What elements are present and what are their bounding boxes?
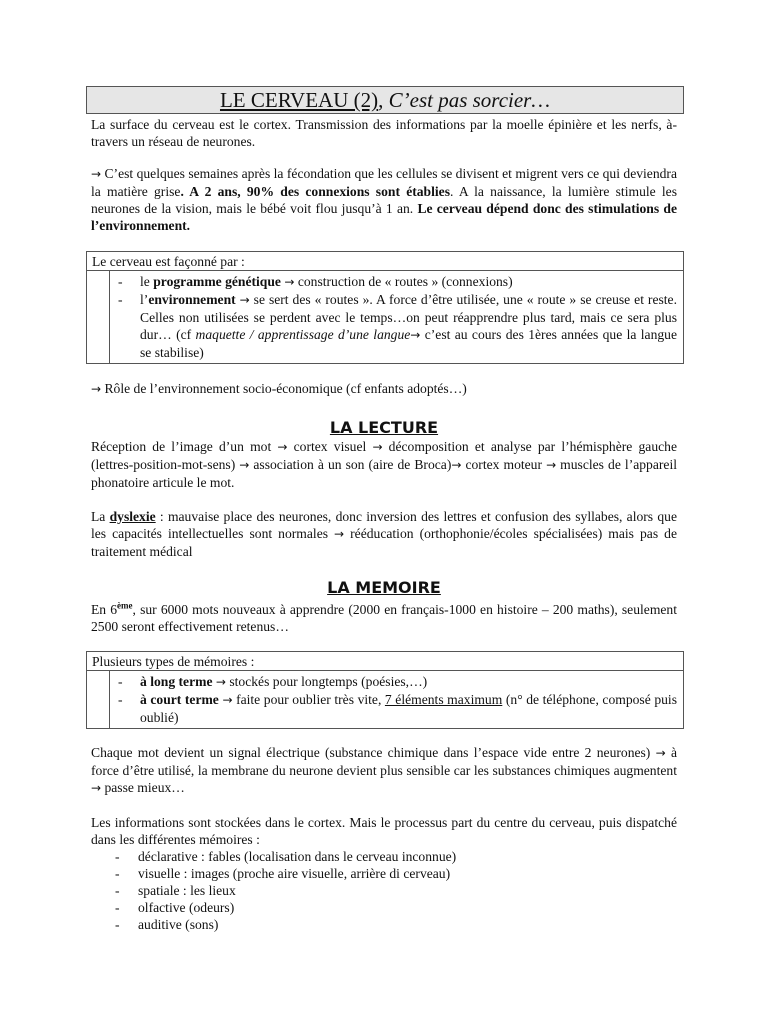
bullet-dash: -: [118, 692, 123, 707]
bullet-dash: -: [115, 900, 120, 915]
arrow-icon: →: [451, 458, 462, 472]
list-item: [91, 899, 677, 916]
arrow-icon: →: [239, 293, 250, 307]
dev-text-d: Le cerveau dépend donc des stimulations de l’environnement.: [91, 201, 677, 233]
title-main: LE CERVEAU (2): [219, 88, 379, 112]
list-item: [110, 673, 677, 691]
item-text: stockés pour longtemps (poésies,…): [225, 674, 428, 689]
storage-paragraph: [91, 814, 677, 848]
list-item: [110, 273, 677, 291]
section-heading-lecture: LA LECTURE: [329, 418, 439, 437]
item-text: (n° de téléphone, composé puis oublié): [140, 692, 677, 725]
arrow-icon: →: [410, 328, 421, 342]
dev-text-c: . A la naissance, la lumière stimule les neurones de la vision, mais le bébé voit flou jusqu’à 1 an.: [91, 184, 677, 216]
item-text: c’est au cours des 1ères années que la langue se stabilise): [140, 327, 677, 360]
item-text: construction de « routes » (connexions): [294, 274, 513, 289]
bullet-dash: -: [118, 274, 123, 289]
list-item-text: déclarative : fables (localisation dans le cerveau inconnue): [138, 849, 457, 864]
role-line: [91, 380, 677, 398]
item-term: à court terme: [140, 692, 219, 707]
list-item-text: spatiale : les lieux: [138, 883, 236, 898]
lecture-text: cortex moteur: [461, 457, 547, 472]
lecture-text: association à un son (aire de Broca): [249, 457, 452, 472]
arrow-icon: →: [222, 693, 233, 707]
item-text: le: [140, 274, 154, 289]
item-term: à long terme: [140, 674, 213, 689]
list-item: [110, 691, 677, 726]
memory-types-box: [86, 651, 684, 729]
signal-text: Chaque mot devient un signal électrique (substance chimique dans l’espace vide entre 2 neurones): [91, 745, 656, 760]
bullet-dash: -: [118, 674, 123, 689]
signal-text: à force d’être utilisé, la membrane du neurone devient plus sensible car les substances chimiques augmentent: [91, 745, 678, 778]
dyslexia-text: La: [91, 509, 110, 524]
bullet-dash: -: [115, 849, 120, 864]
lecture-paragraph: [91, 438, 677, 491]
arrow-icon: →: [277, 440, 288, 454]
signal-paragraph: [91, 744, 677, 797]
signal-text: passe mieux…: [101, 780, 185, 795]
memoire-text: , sur 6000 mots nouveaux à apprendre (2000 en français-1000 en histoire – 200 maths), seulement 2500 seront effectivement retenus…: [91, 602, 678, 634]
item-italic: maquette / apprentissage d’une langue: [195, 327, 411, 342]
superscript: ème: [117, 600, 133, 611]
arrow-icon: →: [215, 675, 226, 689]
shaping-box: [86, 251, 684, 364]
bullet-dash: -: [115, 883, 120, 898]
bullet-dash: -: [115, 866, 120, 881]
bullet-dash: -: [118, 292, 123, 307]
arrow-icon: →: [239, 458, 250, 472]
development-paragraph: [91, 165, 677, 234]
list-item-text: olfactive (odeurs): [138, 900, 235, 915]
dev-text-a: C’est quelques semaines après la fécondation que les cellules se divisent et migrent vers ce qui deviendra la matière grise: [91, 166, 677, 199]
arrow-icon: →: [91, 382, 102, 396]
dyslexia-paragraph: [91, 508, 677, 560]
memory-types-list: [109, 671, 683, 728]
page-title: [86, 86, 684, 114]
memoire-paragraph: [91, 601, 677, 635]
memory-types-header: Plusieurs types de mémoires :: [87, 652, 683, 671]
arrow-icon: →: [546, 458, 557, 472]
list-item: [91, 916, 677, 933]
item-term: programme génétique: [153, 274, 281, 289]
arrow-icon: →: [284, 275, 295, 289]
arrow-icon: →: [91, 167, 102, 181]
storage-text: Les informations sont stockées dans le cortex. Mais le processus part du centre du cerveau, puis dispatché dans les différentes mémoires :: [91, 815, 677, 847]
arrow-icon: →: [655, 746, 666, 760]
intro-text: La surface du cerveau est le cortex. Transmission des informations par la moelle épinière et les nerfs, à-travers un réseau de neurones.: [91, 117, 677, 149]
dyslexia-term: dyslexie: [109, 509, 156, 524]
lecture-text: Réception de l’image d’un mot: [91, 439, 278, 454]
lecture-text: cortex visuel: [287, 439, 373, 454]
list-item-text: auditive (sons): [138, 917, 219, 932]
memory-list: [91, 848, 677, 933]
list-item-text: visuelle : images (proche aire visuelle, arrière di cerveau): [138, 866, 451, 881]
arrow-icon: →: [91, 781, 102, 795]
list-item: [110, 291, 677, 361]
bullet-dash: -: [115, 917, 120, 932]
item-underlined: 7 éléments maximum: [384, 692, 503, 707]
dyslexia-text: rééducation (orthophonie/écoles spécialisées) mais pas de traitement médical: [91, 526, 677, 559]
title-separator: ,: [378, 88, 389, 112]
item-term: environnement: [148, 292, 236, 307]
item-text: faite pour oublier très vite,: [232, 692, 385, 707]
arrow-icon: →: [334, 527, 345, 541]
arrow-icon: →: [372, 440, 383, 454]
list-item: [91, 882, 677, 899]
shaping-box-list: [109, 271, 683, 363]
list-item: [91, 848, 677, 865]
item-text: se sert des « routes ». A force d’être utilisée, une « route » se creuse et reste. Celles non utilisées se perdent avec le temps…on peut réapprendre plus tard, mais ce sera plus dur… (cf: [140, 292, 677, 342]
intro-paragraph: [91, 116, 677, 150]
list-item: [91, 865, 677, 882]
item-text: l’: [140, 292, 149, 307]
dyslexia-text: : mauvaise place des neurones, donc inversion des lettres et confusion des syllabes, alors que les capacités intellectuelles sont normales: [91, 509, 677, 541]
memoire-text: En 6: [91, 602, 118, 617]
dev-text-b: . A 2 ans, 90% des connexions sont établies: [180, 184, 450, 199]
section-heading-memoire: LA MEMOIRE: [327, 578, 441, 597]
lecture-text: muscles de l’appareil phonatoire articule le mot.: [91, 457, 677, 490]
role-text: Rôle de l’environnement socio-économique (cf enfants adoptés…): [101, 381, 467, 396]
lecture-text: décomposition et analyse par l’hémisphère gauche (lettres-position-mot-sens): [91, 439, 677, 472]
shaping-box-header: Le cerveau est façonné par :: [87, 252, 683, 271]
title-subtitle: C’est pas sorcier…: [388, 88, 551, 112]
